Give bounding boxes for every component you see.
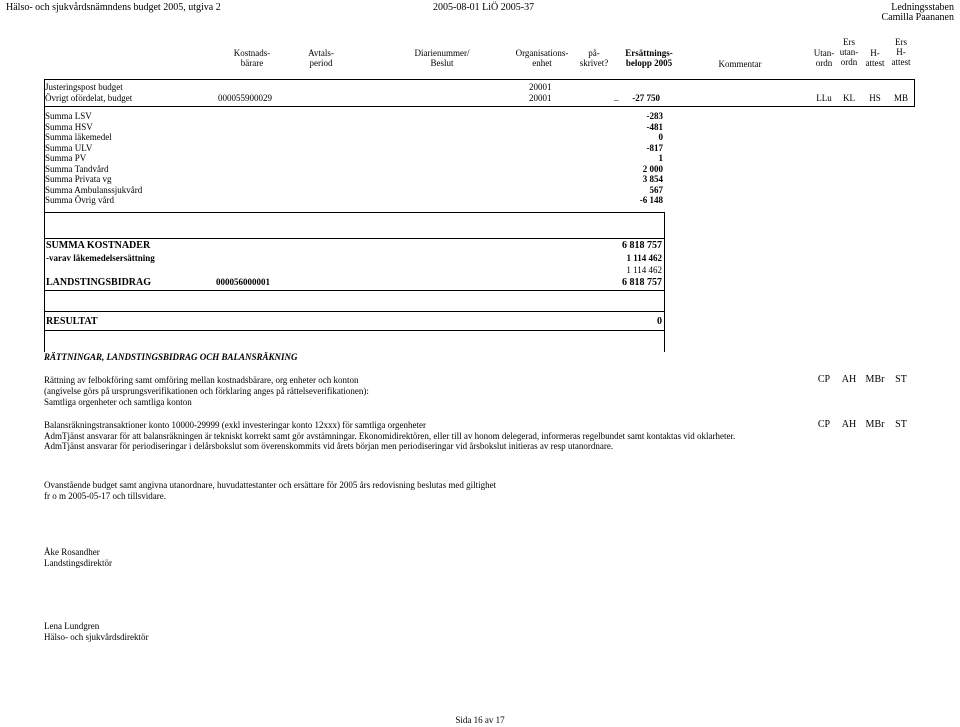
row-divider: [44, 330, 665, 331]
document-header-department: Ledningsstaben: [891, 2, 954, 13]
column-header-line: Utan-: [813, 48, 835, 58]
justering-dash: _: [614, 92, 619, 102]
rattningar-p2-line1: Balansräkningstransaktioner konto 10000-29999 (exkl investeringar konto 12xxx) för samtliga orgenheter: [44, 420, 426, 430]
rattningar-p1-code-cp: CP: [817, 374, 831, 385]
rattningar-p2-code-mbr: MBr: [865, 419, 885, 430]
summa-value: 0: [658, 132, 663, 142]
column-header-line: Ersättnings-: [625, 48, 673, 58]
column-header-line: H-: [896, 47, 906, 57]
landstingsbidrag-code: 000056000001: [216, 277, 270, 287]
column-header-line: ordn: [840, 57, 858, 67]
summa-value: 3 854: [642, 174, 663, 184]
resultat-label: RESULTAT: [46, 316, 98, 327]
column-header-line: Ers: [895, 37, 907, 47]
column-header-line: [700, 48, 780, 59]
summa-label: Summa Tandvård: [45, 164, 109, 174]
summa-value: -283: [646, 111, 663, 121]
rattningar-p2-line3: AdmTjänst ansvarar för periodiseringar i delårsbokslut som överenskommits vid årets början men periodiseringar vid årsbokslut initieras av resp utanordnare.: [44, 441, 614, 451]
rattningar-p1-code-ah: AH: [841, 374, 857, 385]
column-header-line: utan-: [839, 47, 859, 57]
row-divider: [44, 311, 665, 312]
rattningar-p2-code-st: ST: [895, 419, 907, 430]
column-header-organisationsenhet: [503, 48, 581, 68]
decision-text-line2: fr o m 2005-05-17 och tillsvidare.: [44, 491, 166, 501]
document-header-author: Camilla Paananen: [881, 12, 954, 23]
summa-label: Summa Privata vg: [45, 174, 112, 184]
rattningar-p2-code-ah: AH: [841, 419, 857, 430]
summa-value: 1: [658, 153, 663, 163]
lakemedel-extra-value: 1 114 462: [626, 265, 662, 275]
document-header-date: 2005-08-01 LiÖ 2005-37: [433, 2, 535, 13]
rattningar-title: RÄTTNINGAR, LANDSTINGSBIDRAG OCH BALANSRÄKNING: [44, 352, 298, 362]
justering-code-ers-utanordnare: KL: [843, 93, 855, 103]
rattningar-p1-line3: Samtliga orgenheter och samtliga konton: [44, 397, 192, 407]
row-divider: [44, 212, 665, 213]
column-header-line: Beslut: [430, 58, 454, 68]
landstingsbidrag-label: LANDSTINGSBIDRAG: [46, 277, 152, 288]
column-header-line: attest: [865, 58, 885, 68]
summa-value: -481: [646, 122, 663, 132]
column-header-line: på-: [588, 48, 600, 58]
table-amount-border: [664, 212, 665, 352]
justering-title: Justeringspost budget: [45, 82, 123, 92]
summa-row: [44, 111, 665, 122]
column-header-line: skrivet?: [579, 58, 609, 68]
column-header-kostnadsbarare: [212, 48, 292, 68]
column-header-line: Diarienummer/: [414, 48, 470, 58]
summa-row: [44, 174, 665, 185]
summa-label: Summa Övrig vård: [45, 195, 114, 205]
column-header-ers-h-attest: [884, 37, 918, 67]
justering-row-label: Övrigt ofördelat, budget: [45, 93, 133, 103]
column-header-line: bärare: [240, 58, 264, 68]
column-header-line: Ers: [843, 37, 855, 47]
row-divider: [44, 290, 665, 291]
signature-name: Lena Lundgren: [44, 621, 100, 631]
rattningar-p1-line1: Rättning av felbokföring samt omföring mellan kostnadsbärare, org enheter och konton: [44, 375, 359, 385]
justering-code-ers-h-attest: MB: [893, 93, 908, 103]
summa-label: Summa LSV: [45, 111, 92, 121]
summa-value: -6 148: [639, 195, 663, 205]
decision-text-line1: Ovanstående budget samt angivna utanordnare, huvudattestanter och ersättare för 2005 års redovisning beslutas med giltighet: [44, 480, 497, 490]
rattningar-p2-code-cp: CP: [817, 419, 831, 430]
varav-lakemedel-value: 1 114 462: [626, 253, 662, 263]
column-header-diarienummer: [392, 48, 492, 68]
summa-label: Summa PV: [45, 153, 87, 163]
column-header-paskrivet: [572, 48, 616, 68]
column-header-line: belopp 2005: [625, 58, 673, 68]
document-header-title: Hälso- och sjukvårdsnämndens budget 2005, utgiva 2: [6, 2, 221, 13]
column-header-line: H-: [870, 48, 880, 58]
summa-value: 567: [649, 185, 663, 195]
signature-name: Åke Rosandher: [44, 547, 100, 557]
summa-label: Summa Ambulanssjukvård: [45, 185, 143, 195]
justering-kostnadsbarare: 000055900029: [218, 93, 272, 103]
justering-code-utanordnare: LLu: [816, 93, 832, 103]
summa-kostnader-value: 6 818 757: [622, 240, 662, 251]
signature-title: Hälso- och sjukvårdsdirektör: [44, 632, 149, 642]
column-header-line: attest: [891, 57, 911, 67]
column-header-line: enhet: [532, 58, 552, 68]
summa-value: 2 000: [642, 164, 663, 174]
summa-value: -817: [646, 143, 663, 153]
rattningar-p1-code-mbr: MBr: [865, 374, 885, 385]
column-header-line: Organisations-: [515, 48, 569, 58]
summa-kostnader-label: SUMMA KOSTNADER: [46, 240, 151, 251]
landstingsbidrag-value: 6 818 757: [622, 277, 662, 288]
varav-lakemedel-label: -varav läkemedelsersättning: [46, 253, 155, 263]
row-divider: [44, 106, 915, 107]
justering-amount: -27 750: [632, 93, 660, 103]
column-header-ersattningsbelopp: [612, 48, 686, 68]
column-header-line: Kommentar: [718, 59, 762, 69]
summa-label: Summa HSV: [45, 122, 93, 132]
resultat-value: 0: [657, 316, 662, 327]
rattningar-p2-line2: AdmTjänst ansvarar för att balansräkningen är tekniskt korrekt samt gör avstämningar. Ekonomidirektören, eller till av honom delegerad, informeras regelbundet samt kontaktas vid oklarheter.: [44, 431, 736, 441]
column-header-kommentar: [700, 48, 780, 69]
signature-title: Landstingsdirektör: [44, 558, 112, 568]
summa-row: [44, 153, 665, 164]
row-divider: [44, 238, 665, 239]
table-top-border: [44, 79, 915, 80]
justering-org-enhet-2: 20001: [529, 93, 552, 103]
justering-org-enhet: 20001: [529, 82, 552, 92]
summa-row: [44, 195, 665, 206]
rattningar-p1-line2: (angivelse görs på ursprungsverifikationen och förklaring anges på rättelseverifikationen):: [44, 386, 369, 396]
column-header-line: Kostnads-: [233, 48, 271, 58]
justering-code-h-attest: HS: [869, 93, 881, 103]
summa-label: Summa ULV: [45, 143, 93, 153]
column-header-line: ordn: [815, 58, 833, 68]
rattningar-p1-code-st: ST: [895, 374, 907, 385]
column-header-line: Avtals-: [308, 48, 334, 58]
page-number: Sida 16 av 17: [455, 715, 505, 725]
column-header-avtalsperiod: [285, 48, 357, 68]
summa-label: Summa läkemedel: [45, 132, 112, 142]
column-header-line: period: [309, 58, 333, 68]
summa-row: [44, 132, 665, 143]
